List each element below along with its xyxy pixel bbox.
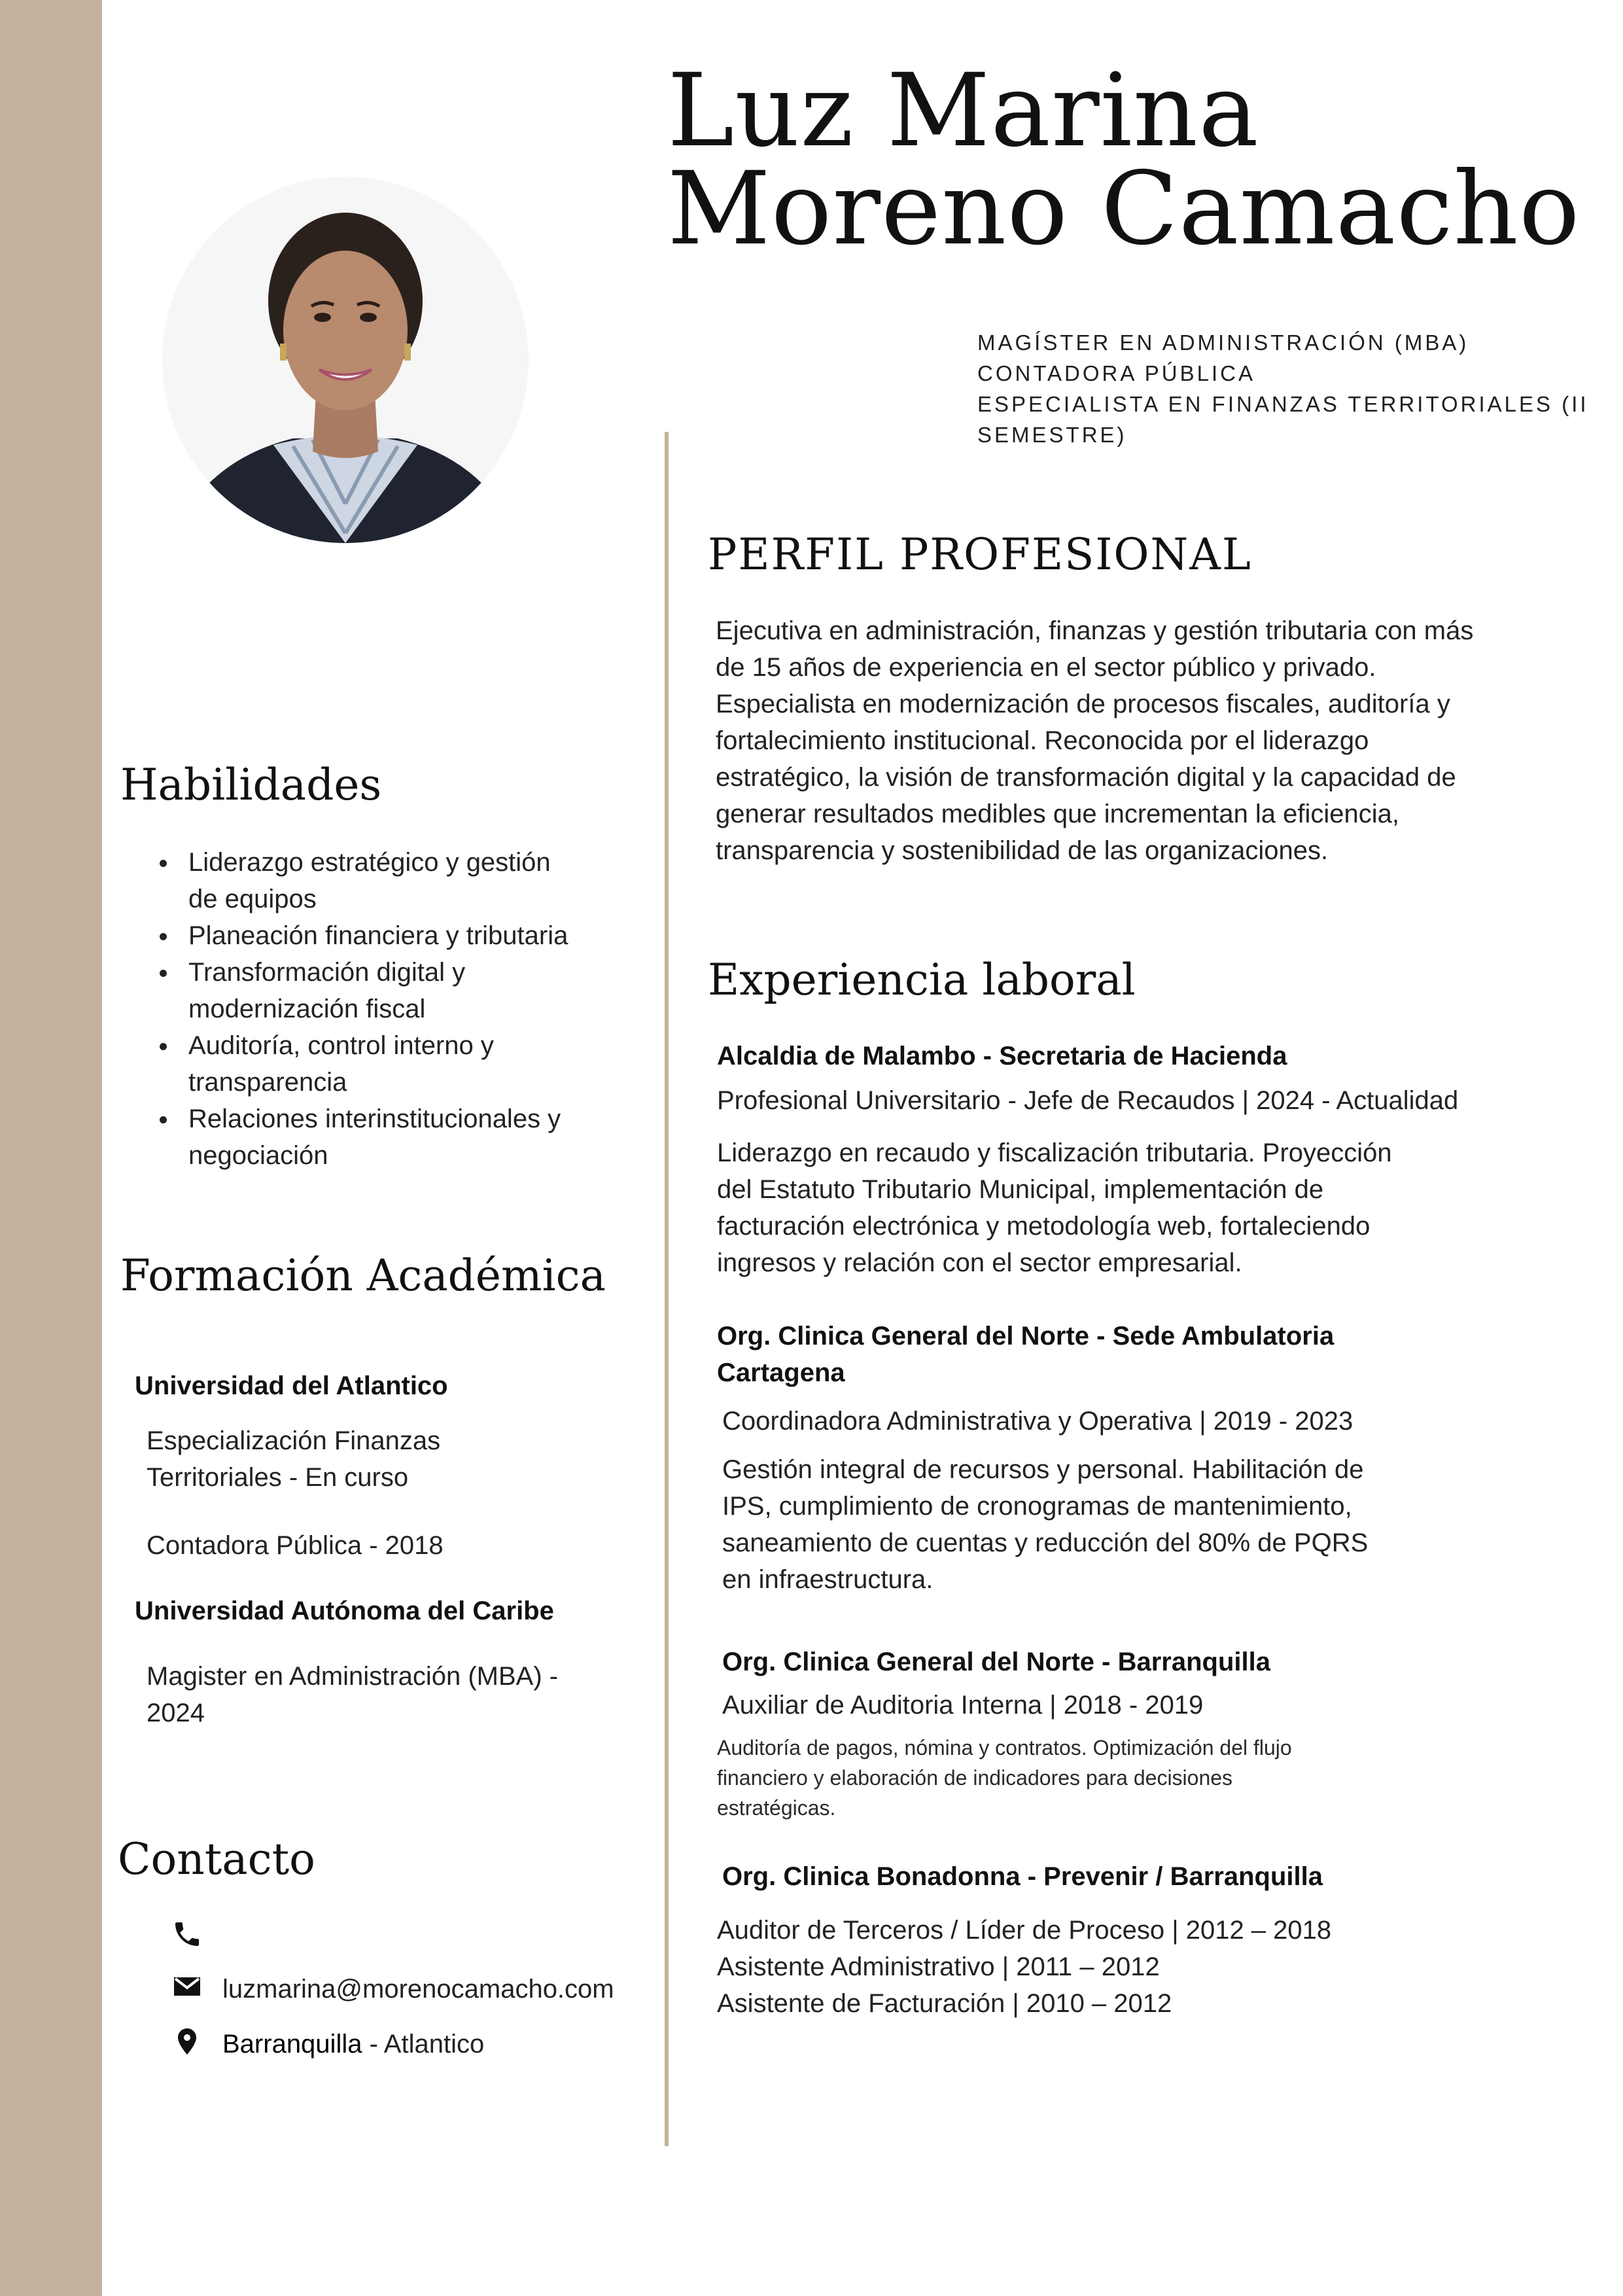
job-roles-list [717, 1912, 1567, 2022]
degree-entry [147, 1422, 631, 1496]
profile-heading: PERFIL PROFESIONAL [708, 529, 1252, 580]
title-line: CONTADORA PÚBLICA [977, 361, 1255, 385]
job-description [717, 1733, 1528, 1823]
job-desc-line: saneamiento de cuentas y reducción del 80% de PQRS [722, 1528, 1369, 1557]
degree-text: Magister en Administración (MBA) - [147, 1662, 559, 1691]
job-role: Auxiliar de Auditoria Interna | 2018 - 2019 [722, 1691, 1204, 1720]
job-desc-line: financiero y elaboración de indicadores para decisiones [717, 1766, 1233, 1790]
job-organization: Alcaldia de Malambo - Secretaria de Hacienda [717, 1042, 1287, 1070]
job-org-line: Cartagena [717, 1358, 845, 1387]
location-region: - Atlantico [362, 2030, 485, 2058]
institution-name: Universidad del Atlantico [135, 1371, 448, 1400]
skill-text: transparencia [188, 1068, 347, 1097]
degree-entry [147, 1658, 631, 1731]
skills-heading: Habilidades [120, 760, 382, 810]
skill-text: de equipos [188, 885, 317, 913]
profile-line: generar resultados medibles que incrementan la eficiencia, [716, 800, 1400, 828]
profile-photo [162, 177, 529, 543]
professional-titles [977, 327, 1589, 450]
experience-heading: Experiencia laboral [708, 955, 1136, 1005]
candidate-name [667, 52, 1580, 268]
phone-icon [171, 1918, 203, 1950]
job-description [717, 1135, 1528, 1281]
skill-text: Transformación digital y [188, 958, 466, 987]
profile-line: transparencia y sostenibilidad de las organizaciones. [716, 836, 1329, 865]
profile-line: de 15 años de experiencia en el sector público y privado. [716, 653, 1376, 682]
contact-heading: Contacto [118, 1834, 315, 1884]
job-role: Auditor de Terceros / Líder de Proceso | 2012 – 2018 [717, 1916, 1332, 1945]
profile-line: fortalecimiento institucional. Reconocida por el liderazgo [716, 726, 1369, 755]
skill-item [188, 954, 672, 1027]
skill-text: modernización fiscal [188, 995, 426, 1023]
profile-line: Especialista en modernización de procesos fiscales, auditoría y [716, 690, 1450, 718]
job-desc-line: ingresos y relación con el sector empresarial. [717, 1248, 1242, 1277]
job-desc-line: estratégicas. [717, 1796, 836, 1820]
job-desc-line: del Estatuto Tributario Municipal, implementación de [717, 1175, 1324, 1204]
degree-text: 2024 [147, 1699, 205, 1727]
column-divider [665, 432, 669, 2146]
job-role: Coordinadora Administrativa y Operativa | 2019 - 2023 [722, 1407, 1353, 1436]
name-line-1: Luz Marina [667, 52, 1259, 169]
name-line-2: Moreno Camacho [667, 150, 1580, 268]
job-organization: Org. Clinica General del Norte - Barranquilla [722, 1648, 1270, 1676]
job-role: Asistente de Facturación | 2010 – 2012 [717, 1989, 1172, 2018]
sidebar-accent-bar [0, 0, 102, 2296]
job-desc-line: Auditoría de pagos, nómina y contratos. Optimización del flujo [717, 1736, 1292, 1759]
job-desc-line: en infraestructura. [722, 1565, 934, 1594]
skill-item [188, 844, 672, 917]
institution-name: Universidad Autónoma del Caribe [135, 1597, 554, 1625]
skill-item [188, 1101, 672, 1174]
location-city: Barranquilla [222, 2030, 362, 2058]
skill-text: Liderazgo estratégico y gestión [188, 848, 551, 877]
skill-text: Relaciones interinstitucionales y [188, 1104, 561, 1133]
title-line: MAGÍSTER EN ADMINISTRACIÓN (MBA) [977, 330, 1469, 355]
profile-line: Ejecutiva en administración, finanzas y gestión tributaria con más [716, 616, 1474, 645]
title-line: ESPECIALISTA EN FINANZAS TERRITORIALES (II [977, 392, 1589, 416]
skill-text: Auditoría, control interno y [188, 1031, 494, 1060]
skill-text: Planeación financiera y tributaria [188, 921, 568, 950]
skill-item [188, 1027, 672, 1101]
skill-text: negociación [188, 1141, 328, 1170]
profile-summary [716, 612, 1586, 869]
degree-text: Especialización Finanzas [147, 1426, 441, 1455]
job-desc-line: Liderazgo en recaudo y fiscalización tributaria. Proyección [717, 1139, 1392, 1167]
job-description [722, 1451, 1533, 1598]
job-org-line: Org. Clinica General del Norte - Sede Ambulatoria [717, 1322, 1335, 1351]
skill-item [188, 917, 672, 954]
job-desc-line: IPS, cumplimiento de cronogramas de mantenimiento, [722, 1492, 1352, 1521]
degree-entry [147, 1527, 631, 1564]
skills-list [144, 844, 672, 1174]
job-role: Asistente Administrativo | 2011 – 2012 [717, 1952, 1160, 1981]
degree-text: Territoriales - En curso [147, 1463, 409, 1492]
profile-line: estratégico, la visión de transformación digital y la capacidad de [716, 763, 1456, 792]
job-organization [717, 1318, 1567, 1391]
job-organization: Org. Clinica Bonadonna - Prevenir / Barranquilla [722, 1862, 1323, 1891]
title-line: SEMESTRE) [977, 423, 1127, 447]
email-icon [171, 1971, 203, 2002]
job-desc-line: facturación electrónica y metodología web, fortaleciendo [717, 1212, 1370, 1241]
job-desc-line: Gestión integral de recursos y personal. Habilitación de [722, 1455, 1364, 1484]
education-heading: Formación Académica [120, 1250, 606, 1301]
job-role: Profesional Universitario - Jefe de Recaudos | 2024 - Actualidad [717, 1086, 1459, 1115]
degree-text: Contadora Pública - 2018 [147, 1531, 444, 1560]
location-text [222, 2026, 484, 2062]
location-pin-icon [171, 2026, 203, 2057]
email-link[interactable]: luzmarina@morenocamacho.com [222, 1975, 614, 2004]
